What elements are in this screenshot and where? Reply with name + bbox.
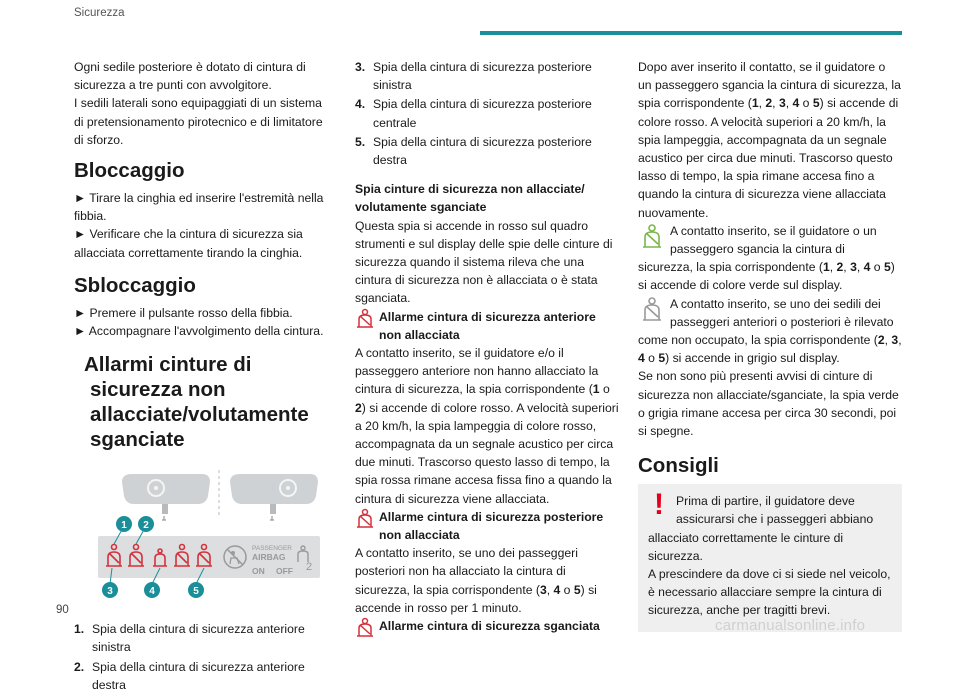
heading-allarmi: Allarmi cinture di sicurezza non allacciate/volutamente sganciate — [84, 353, 309, 452]
bloccaggio-step-2: ► Verificare che la cintura di sicurezza sia allacciata correttamente tirando la cinghia. — [74, 227, 303, 260]
column-1 — [74, 58, 332, 695]
panel-airbag-label: AIRBAG — [252, 552, 286, 563]
front-alert-heading: Allarme cintura di sicurezza anteriore non allacciata — [379, 309, 596, 342]
list-item: 1. Spia della cintura di sicurezza anteriore sinistra — [74, 622, 305, 655]
spia-paragraph: Questa spia si accende in rosso sul quadro strumenti e sul display delle spie delle cinture di sicurezza quando il sistema rileva che una cintura di sicurezza non è allacciata o è stata sganciata. — [355, 218, 613, 306]
column-3 — [638, 58, 902, 632]
bloccaggio-step-1: ► Tirare la cinghia ed inserire l'estremità nella fibbia. — [74, 191, 324, 224]
front-alert-paragraph: A contatto inserito, se il guidatore e/o il passeggero anteriore non hanno allacciato la cintura di sicurezza, la spia corrispondente (1 o 2) si accende di colore rosso. A velocità superiori a 20 km/h, la spia lampeggia di colore rosso, accompagnata da un segnale acustico per circa due minuti. Trascorso questo lasso di tempo, la spia rossa rimane accesa fissa fino a quando la cintura di sicurezza viene allacciata. — [355, 346, 619, 506]
callout-3-label: 3 — [107, 586, 113, 598]
heading-bloccaggio: Bloccaggio — [74, 159, 185, 183]
seatbelt-red-icon — [355, 508, 375, 530]
grey-lamp-paragraph: A contatto inserito, se uno dei sedili dei passeggeri anteriori o posteriori è rilevato come non occupato, la spia corrispondente (2, 3, 4 o 5) si accende in grigio sul display. — [638, 296, 902, 366]
list-item: 2. Spia della cintura di sicurezza anteriore destra — [74, 659, 305, 692]
front-belt-alert — [355, 308, 620, 344]
callout-4-label: 4 — [149, 586, 155, 598]
lamp-list-1 — [74, 620, 332, 694]
note-paragraph-2: A prescindere da dove ci si siede nel veicolo, è necessario allacciare sempre la cintura di sicurezza, anche per tragitti brevi. — [648, 567, 891, 618]
rear-alert-paragraph: A contatto inserito, se uno dei passeggeri posteriori non ha allacciato la cintura di sicurezza, la spia corrispondente (3, 4 o 5) si accende in rosso per 1 minuto. — [355, 546, 597, 615]
column-2 — [355, 58, 620, 639]
grey-lamp-note — [638, 295, 902, 368]
list-item: 5. Spia della cintura di sicurezza posteriore destra — [355, 134, 592, 168]
list-item: 3. Spia della cintura di sicurezza posteriore sinistra — [355, 60, 592, 93]
page-number: 90 — [56, 604, 69, 616]
warning-icon: ! — [654, 488, 664, 522]
rear-belt-alert — [355, 508, 620, 544]
unfastened-paragraph: Dopo aver inserito il contatto, se il guidatore o un passeggero sgancia la cintura di sicurezza, la spia corrispondente (1, 2, 3, 4 o 5) si accende di colore rosso. A velocità superiori a 20 km/h, la spia lampeggia, accompagnata da un segnale acustico per circa due minuti. Trascorso questo lasso di tempo, la spia rimane accesa fino a quando la cintura di sicurezza viene allacciata nuovamente. — [638, 60, 901, 220]
watermark: carmanualsonline.info — [715, 617, 866, 634]
heading-sbloccaggio: Sbloccaggio — [74, 273, 196, 297]
safety-note — [638, 484, 902, 631]
unfastened-alert-heading: Allarme cintura di sicurezza sganciata — [379, 619, 600, 634]
page-header-title: Sicurezza — [74, 7, 125, 19]
seatbelt-grey-icon — [638, 295, 666, 323]
mirror-left-icon — [122, 474, 210, 520]
intro-paragraph-2: I sedili laterali sono equipaggiati di un sistema di pretensionamento pirotecnico e di limitatore di sforzo. — [74, 96, 323, 147]
mirror-right-icon — [230, 474, 318, 520]
seatbelt-red-icon — [355, 617, 375, 639]
header-accent-bar — [480, 31, 902, 35]
note-paragraph-1: Prima di partire, il guidatore deve assicurarsi che i passeggeri abbiano allacciato correttamente le cinture di sicurezza. — [648, 494, 874, 563]
lamp-off-paragraph: Se non sono più presenti avvisi di cinture di sicurezza non allacciate/sganciate, la spia verde o grigia rimane accesa per circa 30 secondi, poi si spegne. — [638, 369, 899, 439]
panel-off-label: OFF — [276, 566, 293, 577]
heading-consigli: Consigli — [638, 454, 719, 478]
unfastened-belt-alert — [355, 617, 620, 639]
panel-on-label: ON — [252, 566, 265, 577]
spia-heading: Spia cinture di sicurezza non allacciate/ volutamente sganciate — [355, 182, 585, 215]
seatbelt-warning-figure — [92, 460, 322, 610]
seatbelt-figure-illustration — [92, 460, 322, 610]
intro-paragraph: Ogni sedile posteriore è dotato di cintura di sicurezza a tre punti con avvolgitore. — [74, 60, 306, 93]
rear-alert-heading: Allarme cintura di sicurezza posteriore non allacciata — [379, 509, 604, 543]
list-item: 4. Spia della cintura di sicurezza posteriore centrale — [355, 97, 592, 130]
green-lamp-paragraph: A contatto inserito, se il guidatore o un passeggero sgancia la cintura di sicurezza, la spia corrispondente (1, 2, 3, 4 o 5) si accende di colore verde sul display. — [638, 223, 895, 293]
callout-2-label: 2 — [143, 520, 149, 532]
callout-1-label: 1 — [121, 520, 127, 532]
panel-seat-number: 2 — [306, 561, 313, 574]
green-lamp-note — [638, 222, 902, 295]
callout-5-label: 5 — [193, 586, 199, 598]
seatbelt-green-icon — [638, 222, 666, 250]
sbloccaggio-step-1: ► Premere il pulsante rosso della fibbia. — [74, 305, 293, 320]
seatbelt-red-icon — [355, 308, 375, 330]
sbloccaggio-step-2: ► Accompagnare l'avvolgimento della cintura. — [74, 324, 324, 339]
lamp-list-2 — [355, 58, 620, 169]
panel-passenger-label: PASSENGER — [252, 545, 292, 553]
